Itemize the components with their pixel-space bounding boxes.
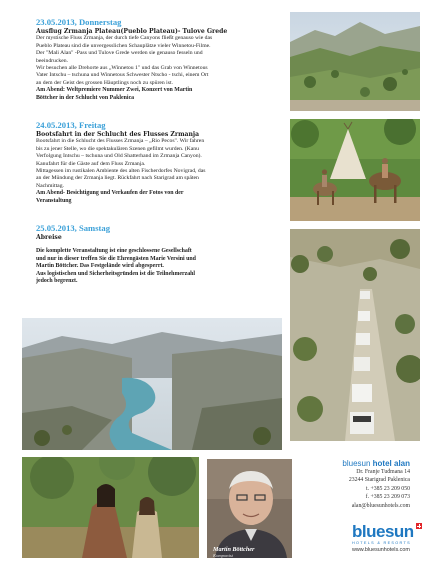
day-block-friday <box>36 120 284 205</box>
day-text-line: Wir besuchen alle Drehorte aus „Winnetou 1" und das Grab von Winnetous <box>36 65 208 72</box>
day-title: 23.05.2013, Donnerstag <box>36 17 122 27</box>
hotel-fax: f. +385 23 209 073 <box>365 494 410 501</box>
day-text-line: Mittagessen im rustikalen Ambiente des alten Fischerdorfes Novigrad, das <box>36 168 206 175</box>
day-text-line: an dem der Geist des grossen Häuptlings noch zu spüren ist. <box>36 79 173 86</box>
day-block-saturday <box>36 223 284 285</box>
logo-tagline: HOTELS & RESORTS <box>352 541 411 545</box>
day-text-line: Vater Intschu – tschuna und Winnetous Schwester Ntscho - tschi, einem Ort <box>36 72 209 79</box>
day-subtitle: Ausflug Zrmanja Plateau(Pueblo Plateau)- Tulove Grede <box>36 28 228 35</box>
photo-jeep-convoy <box>290 229 420 441</box>
day-title: 25.05.2013, Samstag <box>36 223 111 233</box>
day-text-line: Verfolgung Intschu – tschuna und Old Shatterhand im Zrmanja Canyon). <box>36 153 202 160</box>
day-note-line: jedoch begrenzt. <box>36 278 78 285</box>
hotel-phone: t. +385 23 209 050 <box>365 485 410 492</box>
day-evening-line: Veranstaltung <box>36 197 72 204</box>
day-evening-line: Am Abend- Besichtigung und Verkaufen der Fotos von der <box>36 190 184 197</box>
day-evening-line: Am Abend: Weltpremiere Nummer Zwei, Konzert von Martin <box>36 87 193 94</box>
hotel-city: 23244 Starigrad Paklenica <box>348 477 410 484</box>
photo-zrmanja-canyon <box>22 318 282 450</box>
day-subtitle: Abreise <box>36 234 62 241</box>
day-evening-line: Böttcher in der Schlucht von Paklenica <box>36 94 135 101</box>
bluesun-logo <box>352 523 422 557</box>
day-note-line: Martin Böttcher. Das Festgelände wird abgesperrt. <box>36 263 164 270</box>
portrait-caption <box>213 546 254 558</box>
photo-plateau <box>290 12 420 111</box>
day-text-line: beeindrucken. <box>36 57 69 64</box>
hotel-email[interactable]: alan@bluesunhotels.com <box>351 502 410 509</box>
hotel-name-bold: hotel alan <box>372 459 410 468</box>
hotel-name <box>300 459 410 468</box>
day-text-line: Pueblo Plateau sind die unvergesslichen Schauplätze vieler Winnetou-Filme. <box>36 42 211 49</box>
caption-role: Komponist <box>213 553 233 558</box>
photo-horse-riders <box>290 119 420 221</box>
day-subtitle: Bootsfahrt in der Schlucht des Flusses Zrmanja <box>36 131 200 138</box>
day-text-line: bis zu jener Stelle, wo die spektakulären Szenen gefilmt wurden. (Kanu <box>36 145 199 152</box>
day-title: 24.05.2013, Freitag <box>36 120 106 130</box>
day-text-line: Der mystische Fluss Zrmanja, der durch tiefe Canyons fließt genauso wie das <box>36 35 213 42</box>
plus-icon <box>416 523 422 529</box>
day-text-line: an der Mündung der Zrmanja liegt. Rückfahrt nach Starigrad am späten <box>36 175 199 182</box>
day-text-line: Bootsfahrt in die Schlucht des Flusses Zrmanja – „Rio Pecos". Wir fahren <box>36 138 205 145</box>
logo-word: bluesun <box>352 522 414 541</box>
day-block-thursday <box>36 17 284 102</box>
hotel-name-light: bluesun <box>342 459 371 468</box>
day-note-line: Aus logistischen und Sicherheitsgründen ist die Teilnehmerzahl <box>36 270 196 277</box>
hotel-street: Dr. Franje Tuđmana 14 <box>356 469 410 475</box>
photo-film-still <box>22 457 199 558</box>
photo-portrait <box>207 459 292 558</box>
website-link[interactable]: www.bluesunhotels.com <box>352 547 410 553</box>
day-note-line: Die komplette Veranstaltung ist eine geschlossene Gesellschaft <box>36 248 192 255</box>
hotel-address-block <box>300 459 410 510</box>
day-text-line: Nachmittag. <box>36 182 64 189</box>
day-text-line: Der "Mali Alan" -Pass und Tulove Grede werden sie genauso fesseln und <box>36 50 203 57</box>
day-text-line: Kanufahrt für die Gäste auf dem Fluss Zrmanja. <box>36 160 146 167</box>
day-note-line: und nur in dieser treffen Sie die Ehrengästen Marie Versini und <box>36 255 196 262</box>
caption-name: Martin Böttcher <box>213 546 255 553</box>
